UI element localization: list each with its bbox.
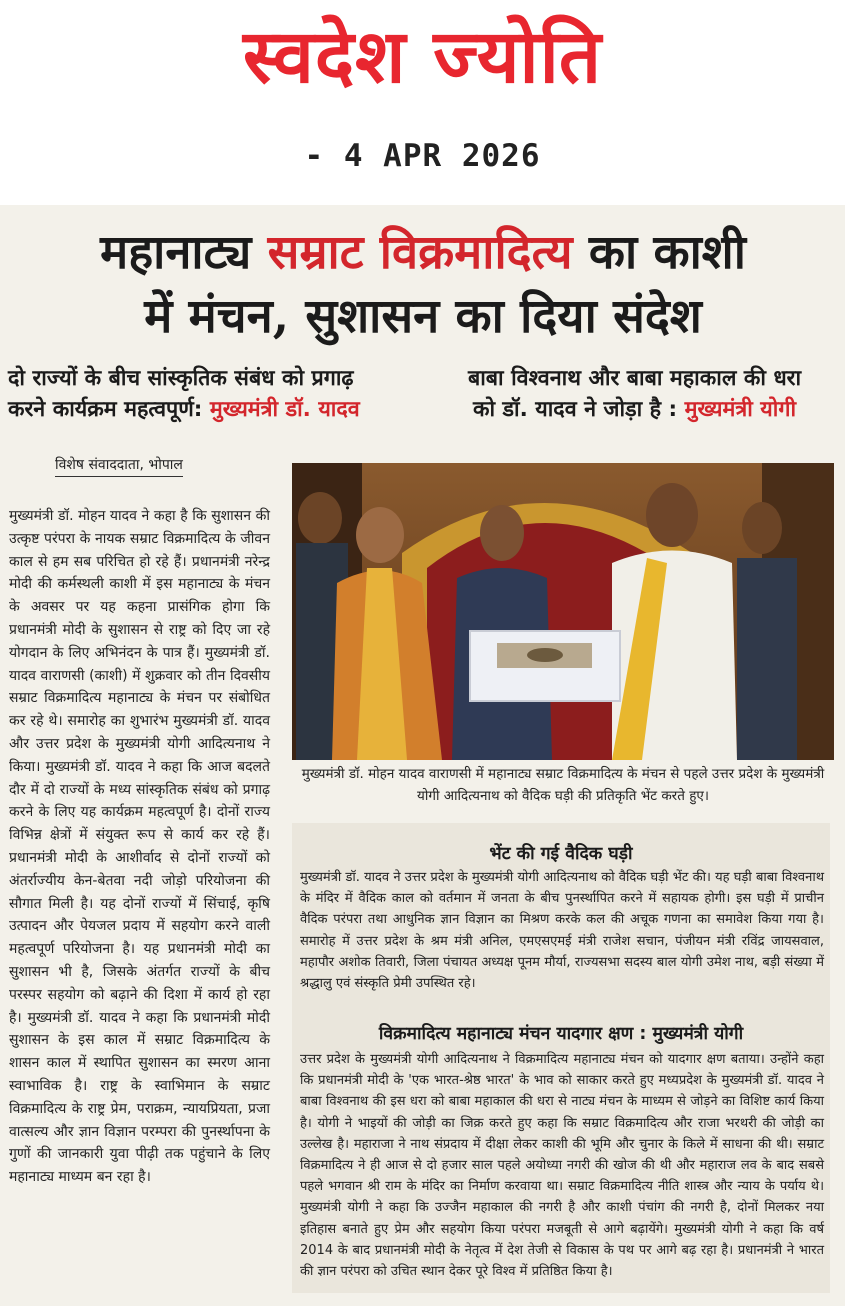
subhead-right-text: को डॉ. यादव ने जोड़ा है : [472,397,685,422]
headline-line-2: में मंचन, सुशासन का दिया संदेश [144,289,702,344]
sidebar-box [292,823,830,1293]
subhead-right [432,363,837,425]
subhead-left [8,363,418,425]
headline-part-2: का काशी [572,225,746,280]
box-section-2-title: विक्रमादित्य महानाट्य मंचन यादगार क्षण : मुख्यमंत्री योगी [378,1024,744,1044]
box-section-2-text: उत्तर प्रदेश के मुख्यमंत्री योगी आदित्यनाथ ने विक्रमादित्य महानाट्य मंचन को यादगार क्षण बताया। उन्होंने कहा कि प्रधानमंत्री मोदी के 'एक भारत-श्रेष्ठ भारत' के भाव को साकार करते हुए मध्यप्रदेश के मुख्यमंत्री डॉ. यादव ने बाबा विश्वनाथ की इस धरा को बाबा महाकाल की धरा से नाट्य मंचन के माध्यम से जोड़ने का विशिष्ट कार्य किया है। योगी ने भाइयों की जोड़ी का जिक्र करते हुए कहा कि सम्राट विक्रमादित्य और राजा भरथरी की जोड़ी का उल्लेख है। महाराजा ने नाथ संप्रदाय में दीक्षा लेकर काशी की भूमि और चुनार के किले में साधना की थी। सम्राट विक्रमादित्य ने ही आज से दो हजार साल पहले अयोध्या नगरी की खोज की थी और महाराज लव के बाद सबसे पहले भगवान श्री राम के मंदिर का निर्माण करवाया था। सम्राट विक्रमादित्य नीति शास्त्र और न्याय के पर्याय थे। मुख्यमंत्री योगी ने कहा कि उज्जैन महाकाल की नगरी है और काशी पंचांग की नगरी है, दोनों मिलकर नया इतिहास बनाते हुए प्रेम और सहयोग किया परंपरा मजबूती से आगे बढ़ायेंगे। मुख्यमंत्री योगी ने कहा कि वर्ष 2014 के बाद प्रधानमंत्री मोदी के नेतृत्व में देश तेजी से विकास के पथ पर आगे बढ़ रहा है। प्रधानमंत्री ने भारत की ज्ञान परंपरा को उचित स्थान देकर पूरे विश्व में प्रतिष्ठित किया है। [300,1052,824,1280]
headline-line-1 [8,223,838,283]
box-section-1-title: भेंट की गई वैदिक घड़ी [489,844,633,864]
subhead-right-red: मुख्यमंत्री योगी [684,397,797,422]
byline: विशेष संवाददाता, भोपाल [55,455,183,477]
subhead-left-red: मुख्यमंत्री डॉ. यादव [209,397,360,422]
headline-red-part: सम्राट विक्रमादित्य [267,225,573,280]
subhead-right-line-2 [432,394,837,425]
photo-caption: मुख्यमंत्री डॉ. मोहन यादव वाराणसी में महानाट्य सम्राट विक्रमादित्य के मंचन से पहले उत्तर प्रदेश के मुख्यमंत्री योगी आदित्यनाथ को वैदिक घड़ी की प्रतिकृति भेंट करते हुए। [301,766,825,804]
subhead-left-line-1: दो राज्यों के बीच सांस्कृतिक संबंध को प्रगाढ़ [8,366,354,391]
photo-illustration [292,463,834,760]
subhead-left-text: करने कार्यक्रम महत्वपूर्ण: [8,397,210,422]
box-section-1-text: मुख्यमंत्री डॉ. यादव ने उत्तर प्रदेश के मुख्यमंत्री योगी आदित्यनाथ को वैदिक घड़ी भेंट की। यह घड़ी बाबा विश्वनाथ के मंदिर में वैदिक काल को वर्तमान में जनता के बीच पुनर्स्थापित करने में सहायक होगी। इस घड़ी में प्राचीन वैदिक परंपरा तथा आधुनिक ज्ञान विज्ञान का मिश्रण करके कल की अचूक गणना का समावेश किया गया है। समारोह में उत्तर प्रदेश के श्रम मंत्री अनिल, एमएसएमई मंत्री राजेश सचान, पंजीयन मंत्री रविंद्र जायसवाल, महापौर अशोक तिवारी, जिला पंचायत अध्यक्ष पूनम मौर्या, राज्यसभा सदस्य बाल योगी उमेश नाथ, बड़ी संख्या में श्रद्धालु एवं संस्कृति प्रेमी उपस्थित रहे। [300,870,824,992]
news-clipping [0,205,845,1306]
subhead-right-line-1: बाबा विश्वनाथ और बाबा महाकाल की धरा [467,366,802,391]
headline-part-1: महानाट्य [100,225,268,280]
news-photo [292,463,834,760]
masthead [0,0,845,195]
newspaper-title: स्वदेश ज्योति [242,14,603,100]
article-body: मुख्यमंत्री डॉ. मोहन यादव ने कहा है कि सुशासन की उत्कृष्ट परंपरा के नायक सम्राट विक्रमादित्य के जीवन काल से हम सब परिचित हो रहे हैं। प्रधानमंत्री नरेन्द्र मोदी की कर्मस्थली काशी में इस महानाट्य के मंचन के अवसर पर यह कहना प्रासंगिक होगा कि प्रधानमंत्री मोदी के सुशासन से राष्ट्र को दिए जा रहे योगदान के लिए अभिनंदन के पात्र हैं। मुख्यमंत्री डॉ. यादव वाराणसी (काशी) में शुक्रवार को तीन दिवसीय सम्राट विक्रमादित्य महानाट्य के मंचन पर संबोधित कर रहे थे। समारोह का शुभारंभ मुख्यमंत्री डॉ. यादव और उत्तर प्रदेश के मुख्यमंत्री योगी आदित्यनाथ ने किया। मुख्यमंत्री डॉ. यादव ने कहा कि आज बदलते दौर में दो राज्यों के मध्य सांस्कृतिक संबंध को प्रगाढ़ करने के लिए यह कार्यक्रम महत्वपूर्ण है। दोनों राज्य विभिन्न क्षेत्रों में संयुक्त रूप से कार्य कर रहे हैं। प्रधानमंत्री मोदी के आशीर्वाद से दोनों राज्यों को अंतर्राज्यीय केन-बेतवा नदी जोड़ो परियोजना की सौगात मिली है। यह दोनों राज्यों में सिंचाई, कृषि उत्पादन और पेयजल प्रदाय में सहयोग करने वाली महत्वपूर्ण परियोजना है। यह प्रधानमंत्री मोदी का सुशासन भी है, जिसके अंतर्गत राज्यों के बीच परस्पर सहयोग को बढ़ाने की दिशा में कार्य हो रहा है। मुख्यमंत्री डॉ. यादव ने कहा कि प्रधानमंत्री मोदी सुशासन के इस काल में सम्राट विक्रमादित्य के शासन काल में स्थापित सुशासन का स्मरण आना स्वाभाविक है। राष्ट्र के स्वाभिमान के सम्राट विक्रमादित्य के राष्ट्र प्रेम, पराक्रम, न्यायप्रियता, प्रजा वात्सल्य और ज्ञान विज्ञान परम्परा की पुनर्स्थापना के गुणों की जानकारी युवा पीढ़ी तक पहुंचाने के लिए महानाट्य माध्यम बन रहा है। [9,508,270,1186]
publication-date: - 4 APR 2026 [304,138,541,174]
subhead-left-line-2 [8,394,418,425]
